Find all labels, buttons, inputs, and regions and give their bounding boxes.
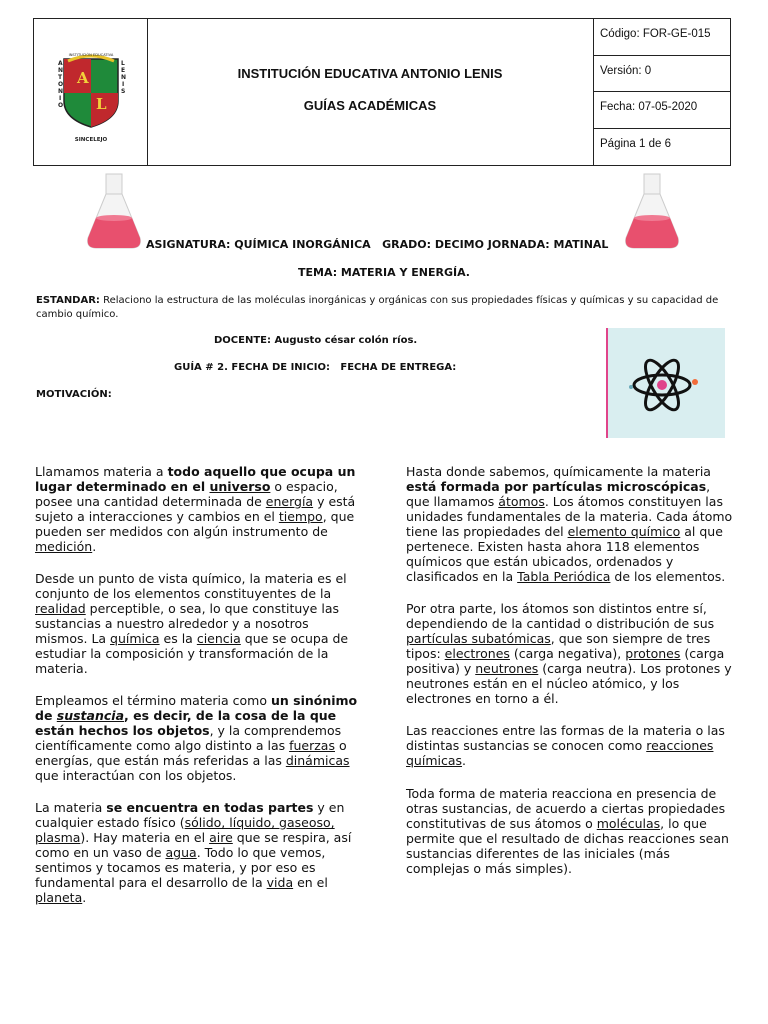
link-text[interactable]: energía (265, 494, 314, 509)
link-text[interactable]: moléculas (596, 816, 661, 831)
svg-text:A: A (58, 60, 63, 67)
text-run: perceptible, o sea, lo que constituye las sustancias a nuestro alrededor y a nosotros mismos. La (35, 601, 339, 646)
link-text[interactable]: química (110, 631, 160, 646)
institution-name: INSTITUCIÓN EDUCATIVA ANTONIO LENIS (237, 66, 503, 81)
text-run: , es decir, de la cosa de la que están hechos los objetos (35, 708, 337, 738)
text-run: , y la comprendemos científicamente como algo distinto a las (35, 723, 342, 753)
link-text[interactable]: tiempo (278, 509, 323, 524)
paragraph (35, 571, 361, 676)
link-text[interactable]: sustancia (56, 708, 124, 723)
flask-icon (84, 172, 144, 252)
svg-text:N: N (58, 88, 64, 95)
title-cell (147, 19, 594, 165)
svg-text:O: O (58, 81, 64, 88)
text-run: ). Hay materia en el (80, 830, 210, 845)
text-run: . Los átomos constituyen las unidades fundamentales de la materia. Cada átomo tiene las propiedades del (406, 494, 733, 539)
paragraph (406, 723, 736, 768)
link-text[interactable]: planeta (35, 890, 83, 905)
text-run: Desde un punto de vista químico, la materia es el conjunto de los elementos constituyentes de la (35, 571, 347, 601)
text-run: . (92, 539, 97, 554)
paragraph (35, 693, 361, 783)
logo-letter-a: A (77, 69, 89, 87)
text-run: Las reacciones entre las formas de la materia o las distintas sustancias se conocen como (406, 723, 725, 753)
text-run: de los elementos. (610, 569, 726, 584)
link-text[interactable]: fuerzas (289, 738, 335, 753)
svg-text:I: I (59, 95, 62, 102)
text-run: es la (159, 631, 197, 646)
pagina-field: Página 1 de 6 (600, 137, 671, 150)
text-run: que se respira, así como en un vaso de (35, 830, 352, 860)
text-run: (carga positiva) y (406, 646, 725, 676)
link-text[interactable]: agua (165, 845, 197, 860)
text-run: un sinónimo de (35, 693, 358, 723)
logo-banner: INSTITUCIÓN EDUCATIVA (68, 53, 114, 57)
text-run: todo aquello que ocupa un lugar determinado en el (35, 464, 356, 494)
codigo-field: Código: FOR-GE-015 (594, 19, 731, 56)
text-run: que se ocupa de estudiar la composición y transformación de la materia. (35, 631, 349, 676)
text-run: La materia (35, 800, 107, 815)
text-run: Llamamos materia a (35, 464, 168, 479)
header-table (33, 18, 731, 166)
text-run: , que llamamos (406, 479, 711, 509)
svg-text:N: N (58, 67, 64, 74)
docente-line: DOCENTE: Augusto césar colón ríos. (214, 335, 418, 346)
version-field: Versión: 0 (594, 56, 731, 93)
text-run: o energías, que están más referidas a las (35, 738, 347, 768)
school-logo (34, 19, 147, 165)
estandar-label: ESTANDAR: (36, 295, 100, 306)
text-run: (carga neutra). Los protones y neutrones están en el núcleo atómico, y los electrones en torno a él. (406, 661, 732, 706)
link-text[interactable]: Tabla Periódica (517, 569, 611, 584)
svg-text:E: E (121, 67, 126, 74)
link-text[interactable]: neutrones (475, 661, 539, 676)
text-run: , lo que permite que el resultado de dichas reacciones sean sustancias diferentes de las iniciales (más complejas o más simples). (406, 816, 729, 876)
left-column (35, 464, 361, 922)
text-run: está formada por partículas microscópicas (406, 479, 707, 494)
link-text[interactable]: universo (209, 479, 271, 494)
paragraph (35, 464, 361, 554)
text-run: . (462, 753, 467, 768)
text-run: , que son siempre de tres tipos: (406, 631, 711, 661)
tema-line: TEMA: MATERIA Y ENERGÍA. (298, 266, 470, 279)
text-run: , que pueden ser medidos con algún instrumento de (35, 509, 355, 539)
motivacion-label: MOTIVACIÓN: (36, 389, 112, 400)
atom-icon (606, 328, 725, 438)
text-run: . (82, 890, 87, 905)
link-text[interactable]: dinámicas (285, 753, 350, 768)
paragraph (406, 464, 736, 584)
text-run: y en cualquier estado físico ( (35, 800, 345, 830)
text-run: que interactúan con los objetos. (35, 768, 237, 783)
text-run: en el (293, 875, 328, 890)
svg-text:I: I (122, 81, 125, 88)
paragraph (406, 786, 736, 876)
text-run: o espacio, posee una cantidad determinada de (35, 479, 338, 509)
svg-text:N: N (121, 74, 127, 81)
text-run: Hasta donde sabemos, químicamente la materia (406, 464, 711, 479)
asignatura-line: ASIGNATURA: QUÍMICA INORGÁNICA GRADO: DECIMO JORNADA: MATINAL (146, 238, 609, 251)
estandar-block (36, 294, 728, 322)
link-text[interactable]: protones (625, 646, 681, 661)
link-text[interactable]: electrones (444, 646, 510, 661)
link-text[interactable]: realidad (35, 601, 86, 616)
text-run: Empleamos el término materia como (35, 693, 271, 708)
link-text[interactable]: partículas subatómicas (406, 631, 551, 646)
paragraph (406, 601, 736, 706)
link-text[interactable]: aire (209, 830, 233, 845)
right-column (406, 464, 736, 893)
svg-text:O: O (58, 102, 64, 109)
link-text[interactable]: átomos (498, 494, 545, 509)
logo-city: SINCELEJO (74, 137, 108, 143)
text-run: Toda forma de materia reacciona en presencia de otras sustancias, de acuerdo a ciertas propiedades constitutivas de sus átomos o (406, 786, 726, 831)
paragraph (35, 800, 361, 905)
text-run: al que pertenece. Existen hasta ahora 118 elementos químicos que están ubicados, ordenados y clasificados en la (406, 524, 723, 584)
logo-cell (34, 19, 148, 165)
text-run: . Todo lo que vemos, sentimos y tocamos es materia, y por eso es fundamental para el desarrollo de la (35, 845, 326, 890)
link-text[interactable]: reacciones químicas (406, 738, 714, 768)
text-run: Por otra parte, los átomos son distintos entre sí, dependiendo de la cantidad o distribución de sus (406, 601, 715, 631)
text-run: se encuentra en todas partes (106, 800, 314, 815)
link-text[interactable]: sólido, líquido, gaseoso, plasma (35, 815, 335, 845)
meta-cell (594, 19, 731, 165)
link-text[interactable]: ciencia (196, 631, 241, 646)
svg-text:L: L (121, 60, 125, 67)
flask-icon (622, 172, 682, 252)
link-text[interactable]: medición (35, 539, 93, 554)
svg-text:S: S (121, 88, 126, 95)
text-run: (carga negativa), (509, 646, 626, 661)
logo-letter-l: L (96, 95, 107, 113)
fecha-field: Fecha: 07-05-2020 (594, 92, 731, 129)
text-run: y está sujeto a interacciones y cambios en el (35, 494, 356, 524)
estandar-text: Relaciono la estructura de las moléculas inorgánicas y orgánicas con sus propiedades físicas y químicas y su capacidad de cambio químico. (36, 295, 719, 320)
link-text[interactable]: elemento químico (567, 524, 681, 539)
guia-line: GUÍA # 2. FECHA DE INICIO: FECHA DE ENTREGA: (174, 362, 457, 373)
link-text[interactable]: vida (266, 875, 294, 890)
svg-text:T: T (58, 74, 63, 81)
document-subtitle: GUÍAS ACADÉMICAS (303, 98, 437, 113)
